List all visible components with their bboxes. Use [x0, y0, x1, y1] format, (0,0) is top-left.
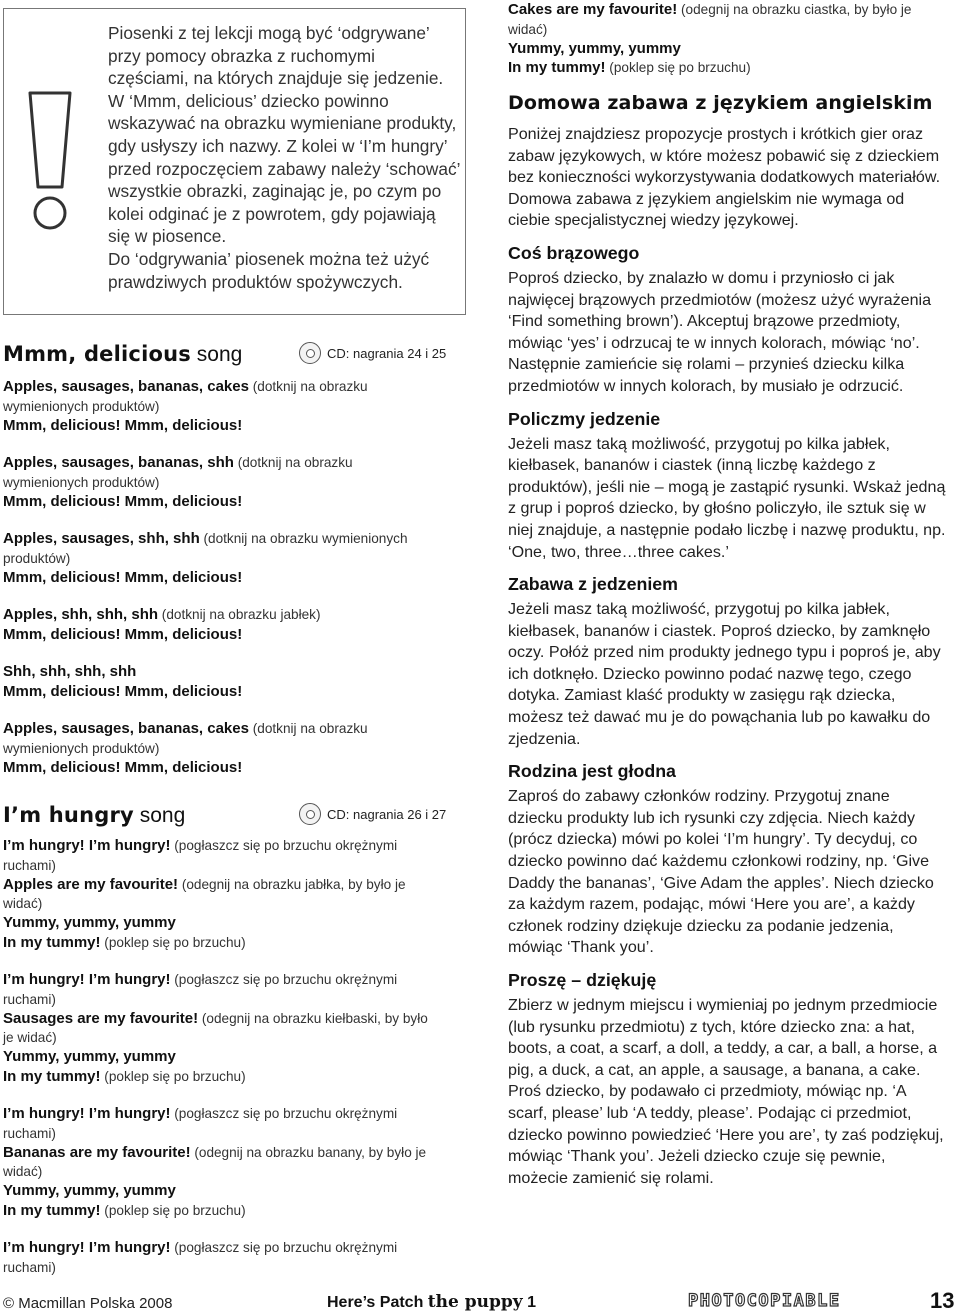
game-title: Rodzina jest głodna: [508, 761, 676, 782]
game-body: Zbierz w jednym miejscu i wymieniaj po jednym przedmiocie (lub rysunku przedmiotu) z tych, które dziecko zna: a hat, boots, a coat, a scarf, a doll, a teddy, a car, a ball, a horse, a pig, a duck, a cat, an apple, a sausage, a banana, a cake. Proś dziecko, by podawało ci przedmioty, mówiąc np. ‘A scarf, please’ lub ‘A teddy, please’. Podając ci przedmiot, dziecko powinno powiedzieć ‘Here you are’, ty zaś podziękuj, mówiąc ‘Thank you’. Jeżeli dziecko czuje się pewnie, możecie zamienić się rolami.: [508, 996, 944, 1187]
cd-icon: [299, 342, 321, 364]
verse: I’m hungry! I’m hungry! (pogłaszcz się po brzuchu okrężnymi ruchami): [3, 1239, 398, 1275]
cd-label: CD: nagrania 24 i 25: [299, 342, 446, 364]
song-title: I’m hungry song: [3, 803, 186, 827]
verse: I’m hungry! I’m hungry! (pogłaszcz się po brzuchu okrężnymi ruchami) Bananas are my favourite! (odegnij na obrazku banany, by było je widać) Yummy, yummy, yummy In my tummy! (poklep się po brzuchu): [3, 1105, 427, 1219]
game-title: Coś brązowego: [508, 242, 640, 263]
games-section: [508, 124, 948, 1199]
note-paragraph: Do ‘odgrywania’ piosenek można też użyć prawdziwych produktów spożywczych.: [108, 248, 430, 292]
song-header: [3, 803, 463, 835]
exclamation-icon: [18, 91, 82, 233]
game-title: Proszę – dziękuję: [508, 970, 657, 990]
verse: I’m hungry! I’m hungry! (pogłaszcz się po brzuchu okrężnymi ruchami) Sausages are my favourite! (odegnij na obrazku kiełbaski, by było je widać) Yummy, yummy, yummy In my tummy! (poklep się po brzuchu): [3, 971, 428, 1085]
song-header: [3, 342, 463, 374]
series-title: Here’s Patch the puppy 1: [327, 1292, 537, 1312]
note-paragraph: Piosenki z tej lekcji mogą być ‘odgrywane’ przy pomocy obrazka z ruchomymi częściami, na których znajduje się jedzenie. W ‘Mmm, delicious’ dziecko powinno wskazywać na obrazku wymieniane produkty, gdy usłyszy ich nazwy. Z kolei w ‘I’m hungry’ przed rozpoczęciem zabawy należy ‘schować’ wszystkie obrazki, zaginając je, po czym po kolei odginać je z powrotem, gdy pojawiają się w piosence.: [108, 23, 460, 247]
verse: Apples, sausages, bananas, shh (dotknij na obrazku wymienionych produktów) Mmm, delicious! Mmm, delicious!: [3, 454, 353, 510]
game-body: Jeżeli masz taką możliwość, przygotuj po kilka jabłek, kiełbasek, bananów i ciastek. Poproś dziecko, by zamknęło oczy. Połóż przed nim produkty jednego typu i poproś je, aby ich dotknęło. Dziecko powinno podać nazwę tego, czego dotyka. Zamiast klaść produkty w zasięgu rąk dziecka, możesz też dawać mu je do powąchania lub po kawałku do zjedzenia.: [508, 600, 941, 748]
verse: Apples, sausages, shh, shh (dotknij na obrazku wymienionych produktów) Mmm, delicious! Mmm, delicious!: [3, 530, 408, 586]
verse: Apples, sausages, bananas, cakes (dotknij na obrazku wymienionych produktów) Mmm, delicious! Mmm, delicious!: [3, 378, 368, 434]
photocopiable-label: PHOTOCOPIABLE: [688, 1291, 841, 1311]
cd-icon: [299, 803, 321, 825]
section-title: Domowa zabawa z językiem angielskim: [508, 92, 933, 114]
note-text: [108, 22, 460, 293]
page-footer: [0, 1288, 960, 1316]
copyright: © Macmillan Polska 2008: [3, 1295, 173, 1312]
song-lyrics: [3, 836, 463, 1295]
song-title: Mmm, delicious song: [3, 342, 243, 366]
verse: Apples, shh, shh, shh (dotknij na obrazku jabłek) Mmm, delicious! Mmm, delicious!: [3, 606, 321, 643]
game-body: Poproś dziecko, by znalazło w domu i przyniosło ci jak najwięcej brązowych przedmiotów (możesz użyć wyrażenia ‘Find something brown’). Akceptuj brązowe przedmioty, mówiąc ‘yes’ i odrzucaj te w innych kolorach, mówiąc ‘no’. Następnie zamieńcie się rolami – przynieś dziecku kilka przedmiotów w innych kolorach, by musiało je odrzucić.: [508, 268, 932, 395]
game-body: Zaproś do zabawy członków rodziny. Przygotuj znane dziecku produkty lub ich rysunki czy zdjęcia. Niech każdy (prócz dziecka) mówi po kolei ‘I’m hungry’. Ty decyduj, co dziecko powinno dać każdemu członkowi rodziny, np. ‘Give Daddy the bananas’, ‘Give Adam the apples’. Niech dziecko za każdym razem, podając, mówi ‘Here you are’, a każdy członek rodziny dziękuje dziecku za podanie jedzenia, mówiąc ‘Thank you’.: [508, 787, 934, 957]
verse: I’m hungry! I’m hungry! (pogłaszcz się po brzuchu okrężnymi ruchami) Apples are my favourite! (odegnij na obrazku jabłka, by było je widać) Yummy, yummy, yummy In my tummy! (poklep się po brzuchu): [3, 837, 406, 951]
note-box: [3, 8, 466, 315]
verse: Shh, shh, shh, shh Mmm, delicious! Mmm, delicious!: [3, 663, 243, 700]
cd-label: CD: nagrania 26 i 27: [299, 803, 446, 825]
verse: Apples, sausages, bananas, cakes (dotknij na obrazku wymienionych produktów) Mmm, delicious! Mmm, delicious!: [3, 720, 368, 776]
song-lyrics: [3, 377, 463, 795]
game-title: Policzmy jedzenie: [508, 408, 661, 429]
song-lyrics-continued: Cakes are my favourite! (odegnij na obrazku ciastka, by było je widać) Yummy, yummy, yummy In my tummy! (poklep się po brzuchu): [508, 1, 912, 76]
game-title: Zabawa z jedzeniem: [508, 574, 678, 595]
game-body: Jeżeli masz taką możliwość, przygotuj po kilka jabłek, kiełbasek, bananów i ciastek (inną liczbę każdego z produktów), jeśli nie – mogą je zastąpić rysunki. Wskaż jedną z grup i poproś dziecko, by głośno policzyło, ile sztuk się w niej znajduje, a następnie podało liczbę i nazwę produktu, np. ‘One, two, three…three cakes.’: [508, 434, 946, 561]
page-number: 13: [930, 1288, 955, 1313]
intro-paragraph: Poniżej znajdziesz propozycje prostych i krótkich gier oraz zabaw językowych, w które możesz pobawić się z dzieckiem bez konieczności wykorzystywania dodatkowych materiałów. Domowa zabawa z językiem angielskim nie wymaga od ciebie specjalistycznej wiedzy językowej.: [508, 125, 941, 230]
